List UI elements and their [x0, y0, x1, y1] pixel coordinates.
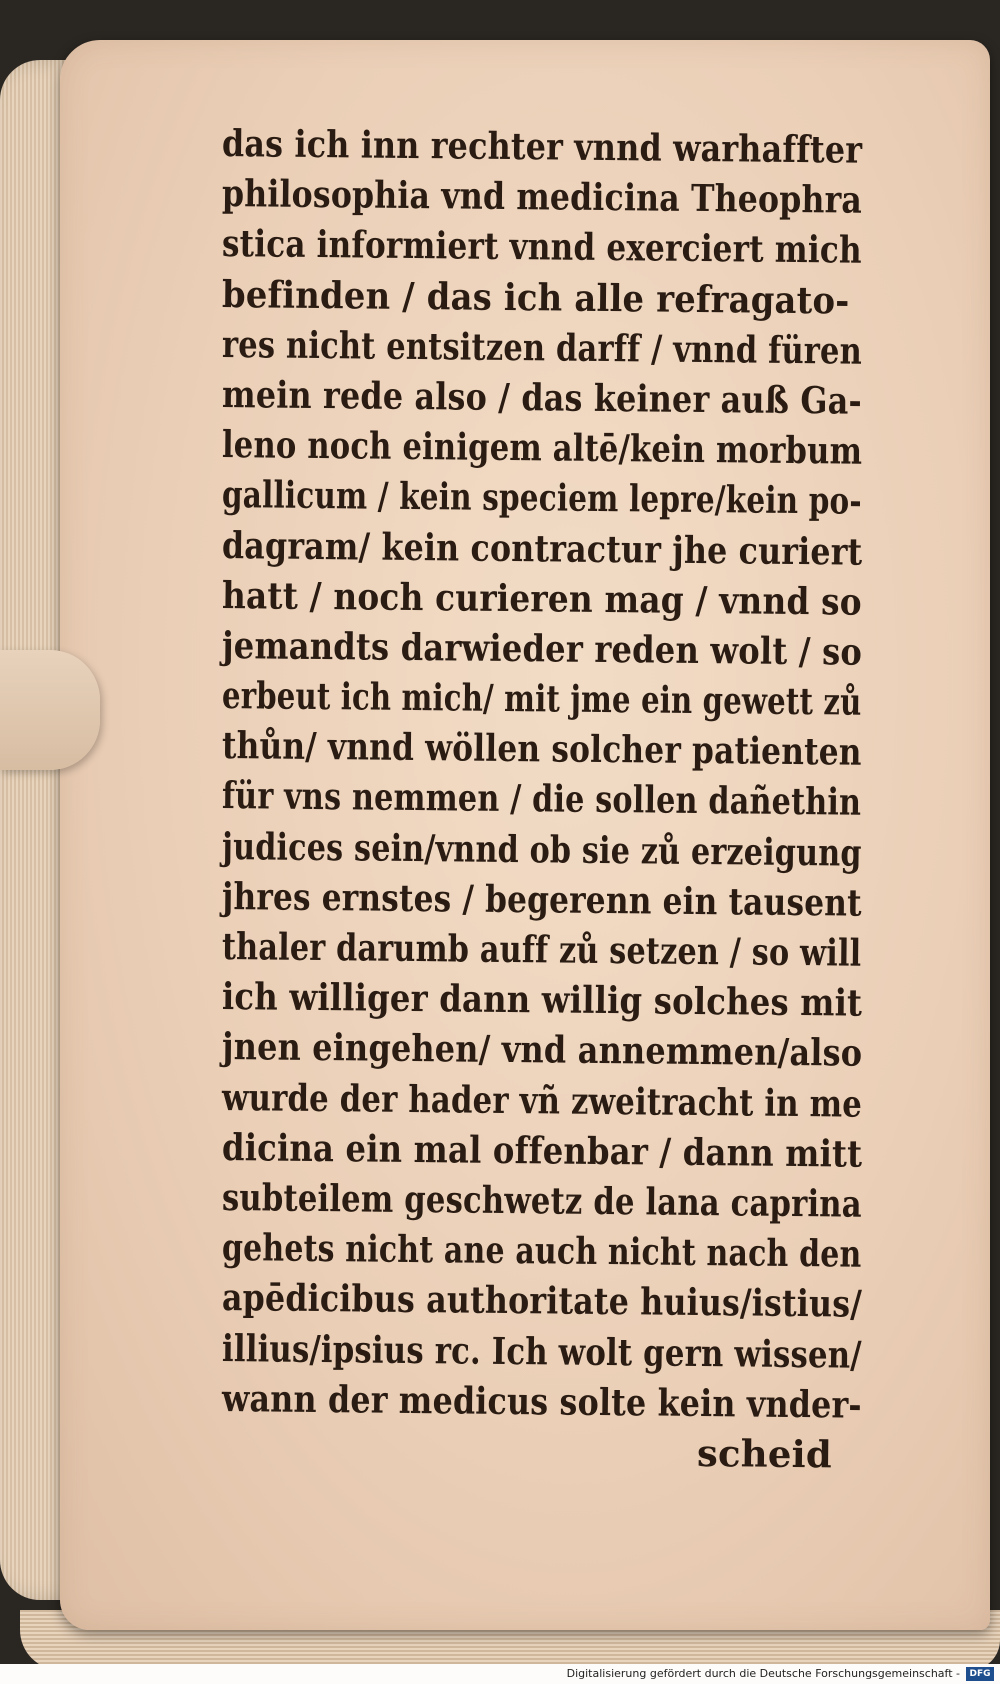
text-line: ich williger dann willig solches mit — [221, 974, 863, 1025]
text-line: thůn/ vnnd wöllen solcher patienten — [221, 723, 862, 774]
text-line: leno noch einigem altē/kein morbum — [221, 422, 863, 473]
text-line: philosophia vnd medicina Theophra — [221, 171, 863, 222]
text-line: jnen eingehen/ vnd annemmen/also — [221, 1024, 863, 1076]
text-line: hatt / noch curieren mag / vnnd so — [221, 572, 863, 624]
text-line: das ich inn rechter vnnd warhaffter — [221, 121, 863, 172]
dfg-logo-icon: DFG — [966, 1667, 994, 1681]
text-line: subteilem geschwetz de lana caprina — [221, 1174, 863, 1226]
text-line: wann der medicus solte kein vnder- — [221, 1375, 862, 1427]
text-line: erbeut ich mich/ mit jme ein gewett zů — [221, 673, 862, 724]
footer-bar — [0, 1664, 1000, 1684]
text-line: wurde der hader vñ zweitracht in me — [221, 1074, 863, 1126]
text-line: illius/ipsius rc. Ich wolt gern wissen/ — [221, 1325, 862, 1377]
bookmark-tab — [0, 650, 100, 770]
text-line: mein rede also / das keiner auß Ga- — [221, 371, 863, 423]
text-line: res nicht entsitzen darff / vnnd füren — [221, 321, 863, 373]
text-line: jemandts darwieder reden wolt / so — [221, 622, 863, 674]
text-line: stica informiert vnnd exerciert mich — [221, 221, 862, 273]
text-line: befinden / das ich alle refragato- — [221, 271, 850, 323]
text-line: für vns nemmen / die sollen dañethin — [221, 773, 862, 825]
text-line: dagram/ kein contractur jhe curiert — [221, 522, 863, 574]
text-line: apēdicibus authoritate huius/istius/ — [221, 1275, 863, 1327]
text-line: dicina ein mal offenbar / dann mitt — [221, 1124, 863, 1176]
funding-credit: Digitalisierung gefördert durch die Deutsche Forschungsgemeinschaft - — [566, 1667, 960, 1680]
text-line: jhres ernstes / begerenn ein tausent — [221, 873, 862, 925]
text-line: gallicum / kein speciem lepre/kein po- — [221, 472, 863, 524]
page-text — [221, 118, 922, 1477]
text-line: gehets nicht ane auch nicht nach den — [221, 1225, 862, 1276]
text-line: judices sein/vnnd ob sie zů erzeigung — [221, 823, 862, 875]
catchword: scheid — [696, 1430, 833, 1477]
text-line: thaler darumb auff zů setzen / so will — [221, 924, 862, 975]
